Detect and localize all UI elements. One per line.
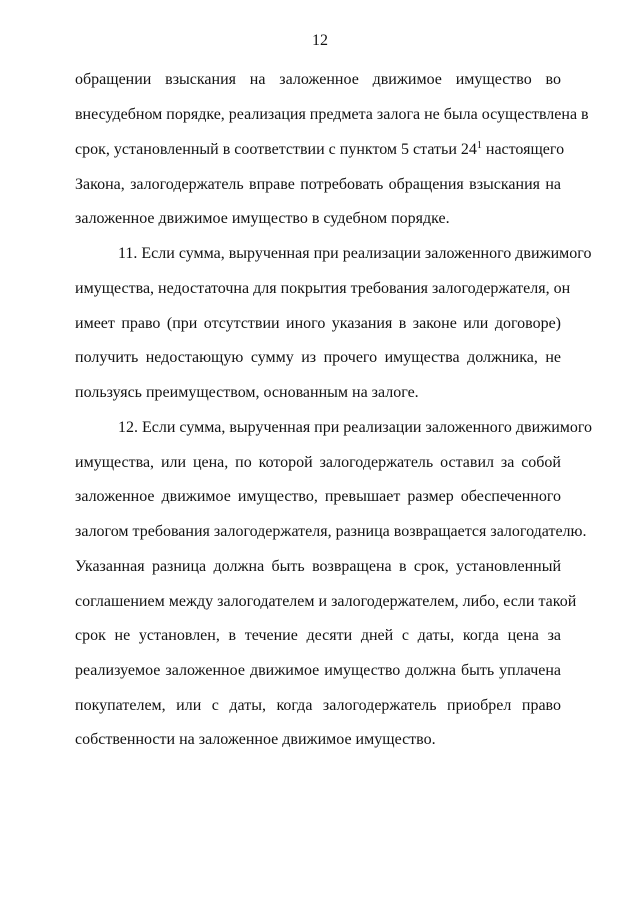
line-text: срок, установленный в соответствии с пунктом 5 статьи 24 (75, 141, 477, 158)
line-text: настоящего (481, 141, 565, 158)
paragraph-11-line-5: пользуясь преимуществом, основанным на залоге. (75, 384, 419, 401)
paragraph-12-line-7: срок не установлен, в течение десяти дней с даты, когда цена за (75, 627, 561, 644)
paragraph-12-line-3: заложенное движимое имущество, превышает размер обеспеченного (75, 488, 561, 505)
paragraph-1-line-3 (75, 140, 565, 160)
paragraph-1-line-4: Закона, залогодержатель вправе потребовать обращения взыскания на (75, 176, 561, 193)
paragraph-11-line-1: 11. Если сумма, вырученная при реализации заложенного движимого (118, 245, 592, 262)
paragraph-12-line-9: покупателем, или с даты, когда залогодержатель приобрел право (75, 697, 561, 714)
paragraph-1-line-1: обращении взыскания на заложенное движимое имущество во (75, 71, 561, 88)
paragraph-12-line-6: соглашением между залогодателем и залогодержателем, либо, если такой (75, 593, 577, 610)
paragraph-12-line-4: залогом требования залогодержателя, разница возвращается залогодателю. (75, 523, 587, 540)
paragraph-11-line-2: имущества, недостаточна для покрытия требования залогодержателя, он (75, 280, 571, 297)
paragraph-12-line-8: реализуемое заложенное движимое имущество должна быть уплачена (75, 662, 561, 679)
paragraph-12-line-10: собственности на заложенное движимое имущество. (75, 731, 436, 748)
paragraph-12-line-1: 12. Если сумма, вырученная при реализации заложенного движимого (118, 419, 593, 436)
paragraph-12-line-5: Указанная разница должна быть возвращена в срок, установленный (75, 558, 561, 575)
page-number: 12 (312, 32, 328, 49)
paragraph-11-line-4: получить недостающую сумму из прочего имущества должника, не (75, 349, 561, 366)
superscript: 1 (476, 140, 482, 151)
paragraph-12-line-2: имущества, или цена, по которой залогодержатель оставил за собой (75, 454, 561, 471)
paragraph-11-line-3: имеет право (при отсутствии иного указания в законе или договоре) (75, 315, 561, 332)
paragraph-1-line-2: внесудебном порядке, реализация предмета залога не была осуществлена в (75, 106, 589, 123)
paragraph-1-line-5: заложенное движимое имущество в судебном порядке. (75, 210, 450, 227)
